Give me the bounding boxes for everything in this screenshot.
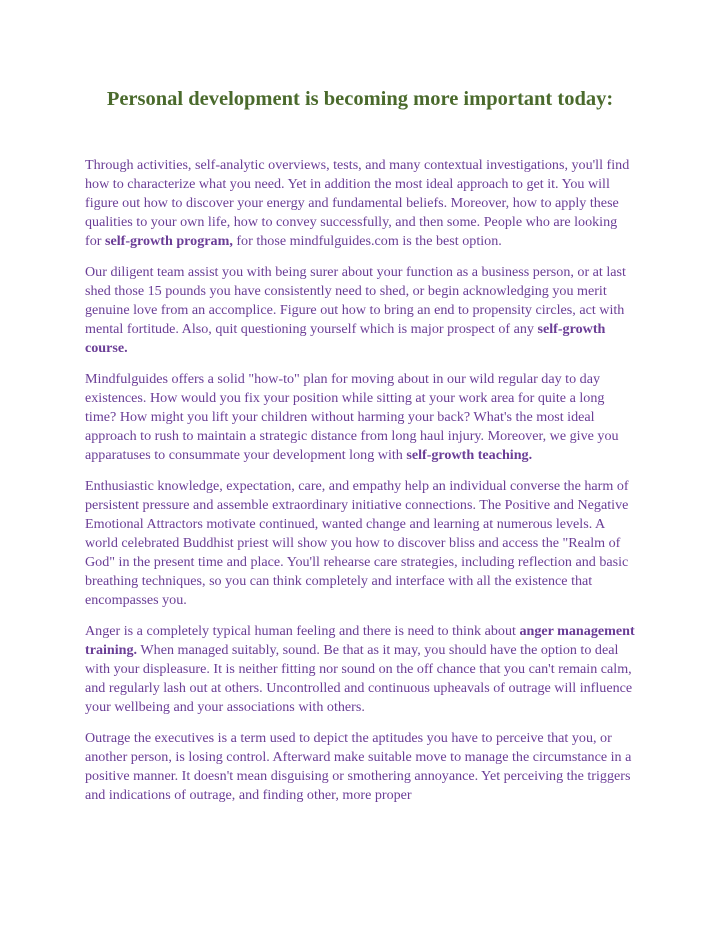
paragraph-3 xyxy=(85,370,637,465)
paragraph-5-text: Anger is a completely typical human feeling and there is need to think about xyxy=(85,623,520,639)
paragraph-4 xyxy=(85,477,637,610)
paragraph-5 xyxy=(85,622,637,717)
keyword-self-growth-course: self-growth course. xyxy=(85,321,606,356)
paragraph-1-text: Through activities, self-analytic overviews, tests, and many contextual investigations, you'll find how to characterize what you need. Yet in addition the most ideal approach to get it. You will figure out how to discover your energy and fundamental beliefs. Moreover, how to apply these qualities to your own life, how to convey successfully, and then some. People who are looking for xyxy=(85,157,630,249)
keyword-self-growth-teaching: self-growth teaching. xyxy=(406,447,533,463)
paragraph-5-tail: When managed suitably, sound. Be that as it may, you should have the option to deal with your displeasure. It is neither fitting nor sound on the off chance that you can't remain calm, and regularly lash out at others. Uncontrolled and continuous upheavals of outrage will influence your wellbeing and your associations with others. xyxy=(85,642,633,715)
paragraph-1-tail: for those mindfulguides.com is the best option. xyxy=(232,233,502,249)
paragraph-4-text: Enthusiastic knowledge, expectation, care, and empathy help an individual converse the harm of persistent pressure and assemble extraordinary initiative connections. The Positive and Negative Emotional Attractors motivate continued, wanted change and learning at numerous levels. A world celebrated Buddhist priest will show you how to discover bliss and access the "Realm of God" in the present time and place. You'll rehearse care strategies, including reflection and basic breathing techniques, so you can think completely and interface with all the existence that encompasses you. xyxy=(85,478,629,608)
paragraph-6 xyxy=(85,729,637,805)
page-title: Personal development is becoming more important today: xyxy=(106,88,614,110)
paragraph-2-text: Our diligent team assist you with being surer about your function as a business person, or at last shed those 15 pounds you have consistently need to shed, or begin acknowledging you merit genuine love from an accomplice. Figure out how to bring an end to propensity circles, act with mental fortitude. Also, quit questioning yourself which is major prospect of any xyxy=(85,264,626,337)
paragraph-2 xyxy=(85,263,637,358)
paragraph-3-text: Mindfulguides offers a solid "how-to" plan for moving about in our wild regular day to day existences. How would you fix your position while sitting at your work area for quite a long time? How might you lift your children without harming your back? What's the most ideal approach to rush to maintain a strategic distance from long haul injury. Moreover, we give you apparatuses to consummate your development long with xyxy=(85,371,619,463)
paragraph-6-text: Outrage the executives is a term used to depict the aptitudes you have to perceive that you, or another person, is losing control. Afterward make suitable move to manage the circumstance in a positive manner. It doesn't mean disguising or smothering annoyance. Yet perceiving the triggers and indications of outrage, and finding other, more proper xyxy=(85,730,632,803)
paragraph-1 xyxy=(85,156,637,251)
keyword-self-growth-program: self-growth program, xyxy=(104,233,233,249)
document-body xyxy=(85,156,637,817)
keyword-anger-management-training: anger management training. xyxy=(85,623,635,658)
